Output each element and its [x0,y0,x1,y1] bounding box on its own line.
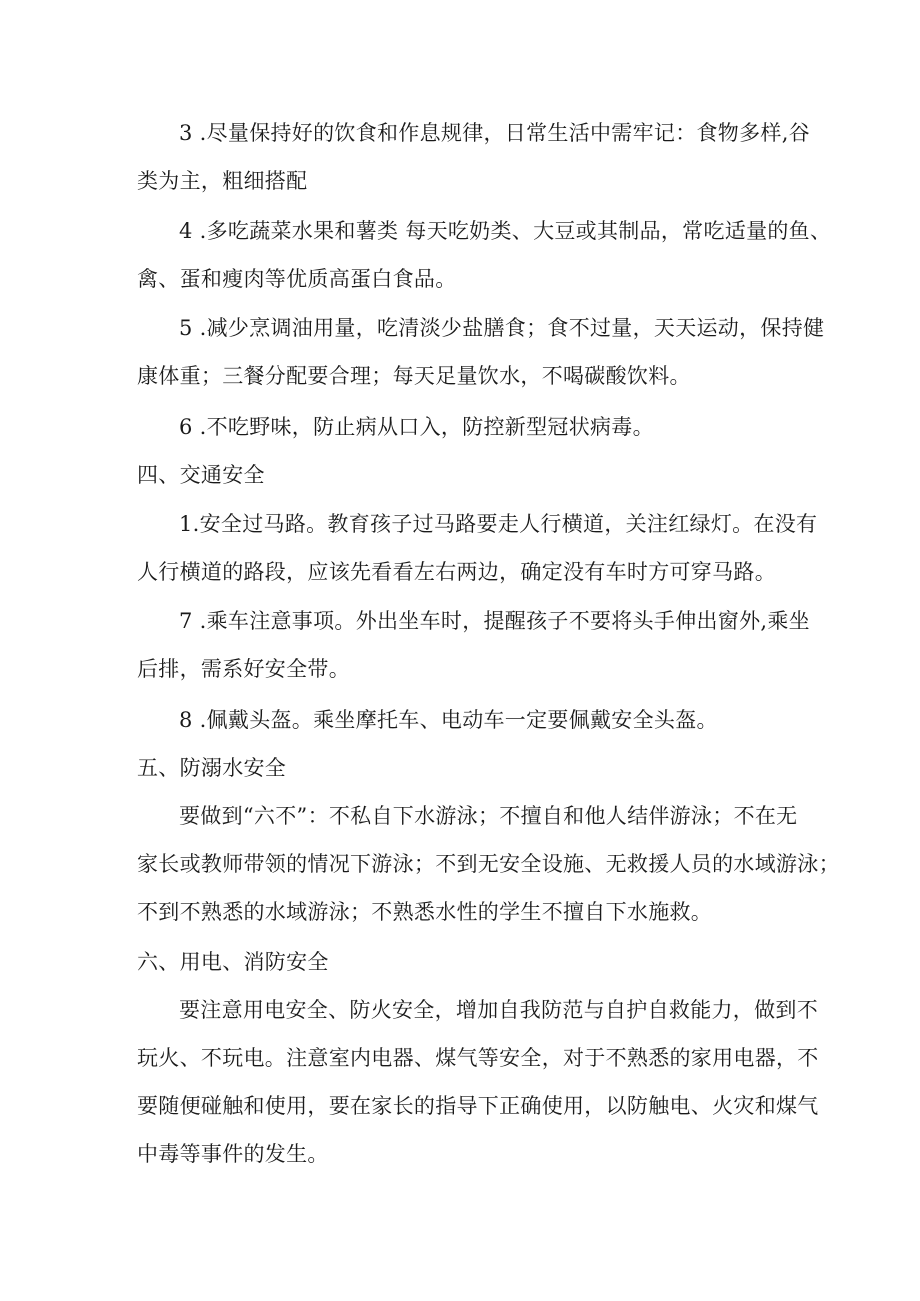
paragraph-line: 要随便碰触和使用，要在家长的指导下正确使用，以防触电、火灾和煤气 [137,1094,819,1118]
traffic-item-1-paragraph [137,500,818,596]
paragraph-line: 4 .多吃蔬菜水果和薯类 每天吃奶类、大豆或其制品，常吃适量的鱼、 [179,219,832,243]
traffic-item-7-paragraph [137,597,810,693]
section-heading-electric-fire [137,938,797,986]
item-4-paragraph [137,207,832,303]
paragraph-line: 要注意用电安全、防火安全，增加自我防范与自护自救能力，做到不 [179,998,818,1022]
paragraph-line: 人行横道的路段，应该先看看左右两边，确定没有车时方可穿马路。 [137,560,776,584]
section-heading: 四、交通安全 [137,463,265,487]
section-heading: 六、用电、消防安全 [137,950,329,974]
paragraph-line: 家长或教师带领的情况下游泳；不到无安全设施、无救援人员的水域游泳； [137,852,840,876]
paragraph-line: 要做到“六不”：不私自下水游泳；不擅自和他人结伴游泳；不在无 [179,804,798,828]
electric-fire-body-paragraph [137,986,819,1178]
paragraph-line: 玩火、不玩电。注意室内电器、煤气等安全，对于不熟悉的家用电器，不 [137,1046,819,1070]
paragraph-line: 不到不熟悉的水域游泳；不熟悉水性的学生不擅自下水施救。 [137,900,713,924]
paragraph-line: 中毒等事件的发生。 [137,1142,329,1166]
paragraph-line: 康体重；三餐分配要合理；每天足量饮水，不喝碳酸饮料。 [137,364,691,388]
paragraph-line: 7 .乘车注意事项。外出坐车时，提醒孩子不要将头手伸出窗外,乘坐 [179,609,810,633]
paragraph-line: 8 .佩戴头盔。乘坐摩托车、电动车一定要佩戴安全头盔。 [179,708,718,732]
paragraph-line: 类为主，粗细搭配 [137,169,308,193]
paragraph-line: 后排，需系好安全带。 [137,657,350,681]
traffic-item-8-paragraph [137,696,797,744]
item-5-paragraph [137,304,825,400]
item-6-paragraph [137,403,797,451]
item-3-paragraph [137,109,810,205]
paragraph-line: 1.安全过马路。教育孩子过马路要走人行横道，关注红绿灯。在没有 [179,512,818,536]
drowning-body-paragraph [137,792,840,936]
paragraph-line: 3 .尽量保持好的饮食和作息规律，日常生活中需牢记：食物多样,谷 [179,121,810,145]
section-heading-drowning [137,744,797,792]
paragraph-line: 禽、蛋和瘦肉等优质高蛋白食品。 [137,267,457,291]
section-heading: 五、防溺水安全 [137,756,287,780]
section-heading-traffic [137,451,797,499]
paragraph-line: 5 .减少烹调油用量，吃清淡少盐膳食；食不过量，天天运动，保持健 [179,316,825,340]
paragraph-line: 6 .不吃野味，防止病从口入，防控新型冠状病毒。 [179,415,654,439]
